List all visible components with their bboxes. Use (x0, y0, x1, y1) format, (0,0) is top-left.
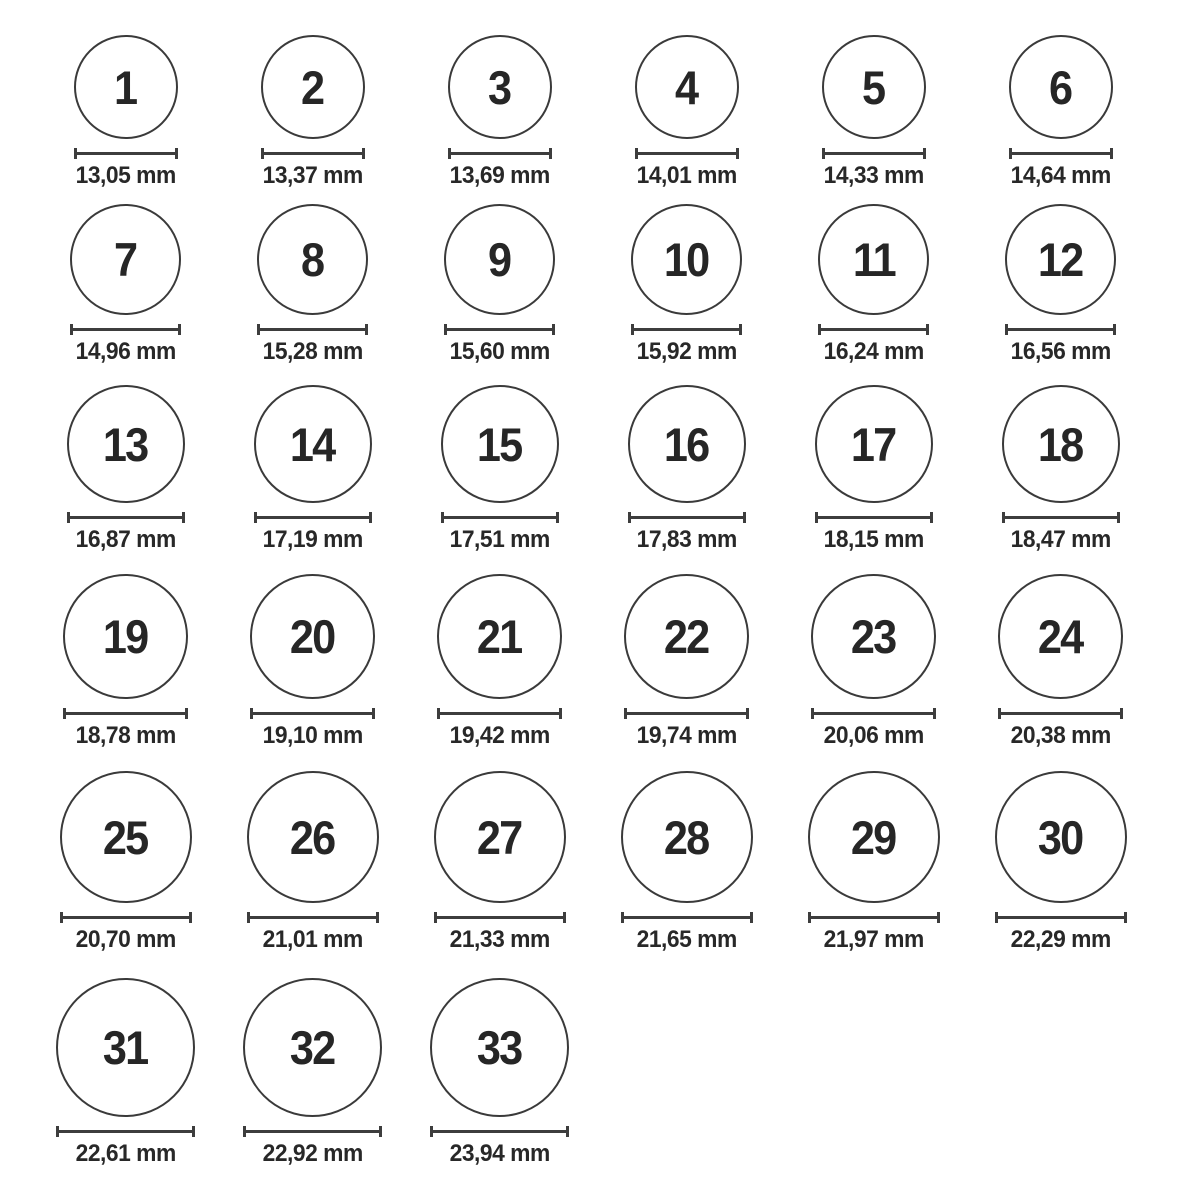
ring-cell (243, 978, 382, 1168)
ring-size-number: 28 (664, 810, 709, 864)
ring-size-number: 30 (1038, 810, 1083, 864)
diameter-measure-line (995, 912, 1127, 923)
ring-diameter-label: 20,70 mm (75, 926, 176, 954)
ring-cell (434, 771, 566, 954)
ring-cell (808, 771, 940, 954)
ring-cell (1008, 35, 1113, 190)
ring-size-number: 24 (1038, 610, 1083, 664)
ring-circle (818, 204, 929, 315)
ring-size-number: 12 (1038, 233, 1083, 287)
ring-diameter-label: 22,92 mm (262, 1140, 363, 1168)
ring-cell (444, 204, 555, 366)
ring-size-number: 6 (1049, 60, 1072, 114)
ring-size-number: 23 (851, 610, 896, 664)
diameter-measure-line (631, 324, 742, 335)
diameter-measure-line (70, 324, 181, 335)
ring-circle (822, 35, 926, 139)
ring-cell (254, 385, 372, 554)
ring-diameter-label: 21,65 mm (636, 926, 737, 954)
ring-circle (434, 771, 566, 903)
ring-circle (250, 574, 375, 699)
ring-circle (808, 771, 940, 903)
diameter-measure-line (808, 912, 940, 923)
ring-circle (60, 771, 192, 903)
ring-circle (995, 771, 1127, 903)
diameter-measure-line (1009, 148, 1113, 159)
ring-diameter-label: 16,56 mm (1010, 338, 1111, 366)
ring-size-number: 17 (851, 417, 896, 471)
ring-cell (811, 574, 936, 750)
ring-circle (70, 204, 181, 315)
diameter-measure-line (815, 512, 933, 523)
ring-diameter-label: 18,78 mm (75, 722, 176, 750)
ring-cell (621, 771, 753, 954)
ring-size-number: 2 (301, 60, 324, 114)
ring-circle (1009, 35, 1113, 139)
ring-circle (243, 978, 382, 1117)
ring-diameter-label: 15,28 mm (262, 338, 363, 366)
ring-size-number: 19 (103, 610, 148, 664)
diameter-measure-line (441, 512, 559, 523)
ring-cell (441, 385, 559, 554)
diameter-measure-line (998, 708, 1123, 719)
ring-size-number: 31 (103, 1021, 148, 1075)
ring-diameter-label: 16,87 mm (75, 526, 176, 554)
ring-diameter-label: 22,29 mm (1010, 926, 1111, 954)
ring-cell (67, 385, 185, 554)
ring-size-number: 32 (290, 1021, 335, 1075)
ring-size-number: 22 (664, 610, 709, 664)
diameter-measure-line (1005, 324, 1116, 335)
ring-diameter-label: 22,61 mm (75, 1140, 176, 1168)
diameter-measure-line (624, 708, 749, 719)
diameter-measure-line (635, 148, 739, 159)
ring-diameter-label: 19,42 mm (449, 722, 550, 750)
ring-diameter-label: 16,24 mm (823, 338, 924, 366)
ring-size-number: 26 (290, 810, 335, 864)
ring-size-number: 10 (664, 233, 709, 287)
ring-diameter-label: 23,94 mm (449, 1140, 550, 1168)
ring-cell (73, 35, 178, 190)
ring-diameter-label: 14,96 mm (75, 338, 176, 366)
ring-diameter-label: 21,97 mm (823, 926, 924, 954)
ring-size-number: 16 (664, 417, 709, 471)
ring-size-number: 18 (1038, 417, 1083, 471)
ring-cell (998, 574, 1123, 750)
diameter-measure-line (60, 912, 192, 923)
ring-size-number: 27 (477, 810, 522, 864)
ring-cell (631, 204, 742, 366)
ring-cell (821, 35, 926, 190)
ring-diameter-label: 19,10 mm (262, 722, 363, 750)
ring-diameter-label: 21,01 mm (262, 926, 363, 954)
ring-circle (63, 574, 188, 699)
ring-size-number: 14 (290, 417, 335, 471)
ring-size-number: 21 (477, 610, 522, 664)
ring-cell (1002, 385, 1120, 554)
ring-size-number: 13 (103, 417, 148, 471)
ring-circle (254, 385, 372, 503)
diameter-measure-line (621, 912, 753, 923)
ring-cell (257, 204, 368, 366)
diameter-measure-line (67, 512, 185, 523)
ring-cell (628, 385, 746, 554)
diameter-measure-line (63, 708, 188, 719)
ring-cell (56, 978, 195, 1168)
ring-diameter-label: 14,64 mm (1010, 162, 1111, 190)
diameter-measure-line (437, 708, 562, 719)
diameter-measure-line (257, 324, 368, 335)
ring-cell (250, 574, 375, 750)
ring-circle (621, 771, 753, 903)
ring-size-number: 5 (862, 60, 885, 114)
ring-circle (811, 574, 936, 699)
diameter-measure-line (444, 324, 555, 335)
ring-size-number: 4 (675, 60, 698, 114)
ring-diameter-label: 19,74 mm (636, 722, 737, 750)
ring-diameter-label: 17,83 mm (636, 526, 737, 554)
ring-cell (818, 204, 929, 366)
diameter-measure-line (74, 148, 178, 159)
ring-diameter-label: 13,05 mm (75, 162, 176, 190)
ring-cell (634, 35, 739, 190)
ring-circle (257, 204, 368, 315)
ring-circle (74, 35, 178, 139)
ring-size-number: 1 (114, 60, 137, 114)
ring-cell (995, 771, 1127, 954)
ring-circle (247, 771, 379, 903)
ring-diameter-label: 13,69 mm (449, 162, 550, 190)
ring-size-number: 9 (488, 233, 511, 287)
ring-size-number: 25 (103, 810, 148, 864)
ring-cell (247, 771, 379, 954)
ring-diameter-label: 21,33 mm (449, 926, 550, 954)
ring-grid (32, 0, 1154, 1168)
ring-circle (1005, 204, 1116, 315)
ring-diameter-label: 18,47 mm (1010, 526, 1111, 554)
ring-diameter-label: 15,92 mm (636, 338, 737, 366)
ring-size-number: 7 (114, 233, 137, 287)
diameter-measure-line (434, 912, 566, 923)
ring-circle (430, 978, 569, 1117)
ring-cell (1005, 204, 1116, 366)
ring-diameter-label: 14,01 mm (636, 162, 737, 190)
ring-cell (60, 771, 192, 954)
diameter-measure-line (254, 512, 372, 523)
diameter-measure-line (628, 512, 746, 523)
ring-diameter-label: 15,60 mm (449, 338, 550, 366)
ring-cell (437, 574, 562, 750)
diameter-measure-line (811, 708, 936, 719)
diameter-measure-line (818, 324, 929, 335)
ring-size-number: 33 (477, 1021, 522, 1075)
ring-cell (260, 35, 365, 190)
ring-circle (631, 204, 742, 315)
diameter-measure-line (822, 148, 926, 159)
ring-circle (56, 978, 195, 1117)
ring-diameter-label: 20,06 mm (823, 722, 924, 750)
ring-cell (70, 204, 181, 366)
ring-size-number: 29 (851, 810, 896, 864)
diameter-measure-line (243, 1126, 382, 1137)
ring-size-number: 20 (290, 610, 335, 664)
ring-circle (437, 574, 562, 699)
ring-circle (628, 385, 746, 503)
diameter-measure-line (56, 1126, 195, 1137)
ring-circle (67, 385, 185, 503)
ring-diameter-label: 17,19 mm (262, 526, 363, 554)
diameter-measure-line (247, 912, 379, 923)
ring-size-number: 15 (477, 417, 522, 471)
ring-size-number: 11 (852, 233, 895, 287)
diameter-measure-line (250, 708, 375, 719)
ring-cell (815, 385, 933, 554)
diameter-measure-line (430, 1126, 569, 1137)
ring-circle (624, 574, 749, 699)
diameter-measure-line (1002, 512, 1120, 523)
diameter-measure-line (448, 148, 552, 159)
ring-circle (998, 574, 1123, 699)
diameter-measure-line (261, 148, 365, 159)
ring-size-number: 3 (488, 60, 511, 114)
ring-diameter-label: 14,33 mm (823, 162, 924, 190)
ring-circle (448, 35, 552, 139)
ring-circle (441, 385, 559, 503)
ring-cell (624, 574, 749, 750)
ring-diameter-label: 18,15 mm (823, 526, 924, 554)
ring-diameter-label: 20,38 mm (1010, 722, 1111, 750)
ring-circle (635, 35, 739, 139)
ring-diameter-label: 17,51 mm (449, 526, 550, 554)
ring-circle (1002, 385, 1120, 503)
ring-cell (63, 574, 188, 750)
ring-diameter-label: 13,37 mm (262, 162, 363, 190)
ring-circle (815, 385, 933, 503)
ring-size-number: 8 (301, 233, 324, 287)
ring-cell (447, 35, 552, 190)
ring-circle (261, 35, 365, 139)
ring-cell (430, 978, 569, 1168)
ring-circle (444, 204, 555, 315)
